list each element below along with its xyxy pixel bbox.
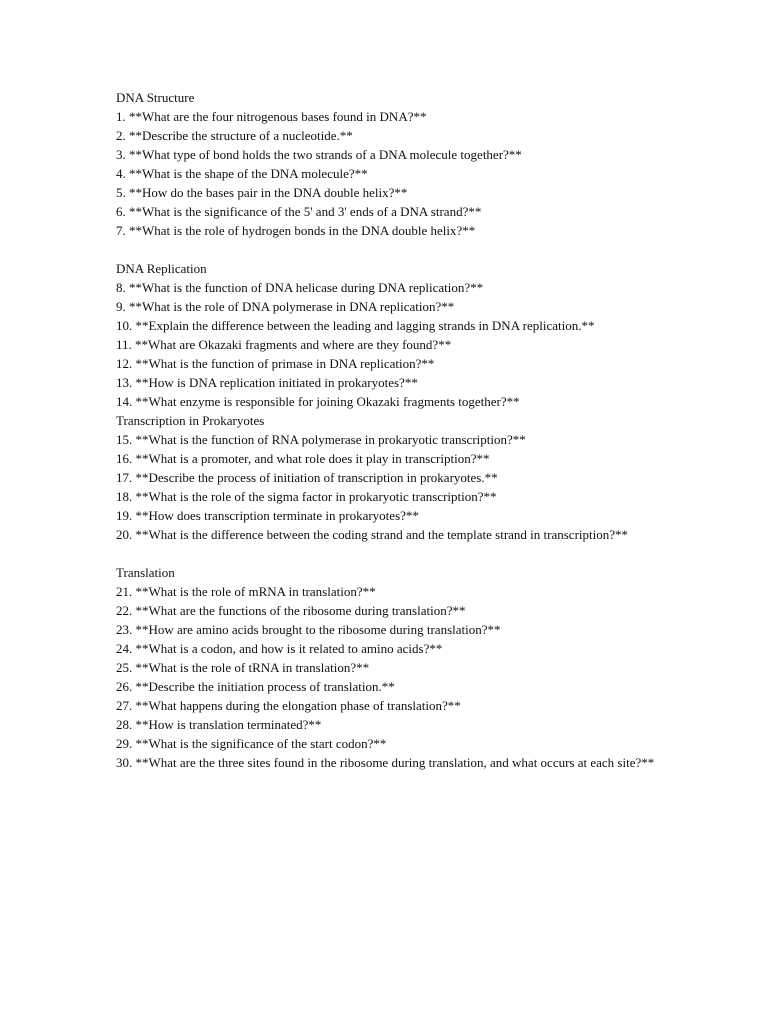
question-item: 3. **What type of bond holds the two strands of a DNA molecule together?** [116,147,522,162]
section-gap [116,544,655,563]
question-item: 29. **What is the significance of the start codon?** [116,736,387,751]
question-item: 27. **What happens during the elongation phase of translation?** [116,698,461,713]
question-item: 6. **What is the significance of the 5' and 3' ends of a DNA strand?** [116,204,482,219]
question-item: 30. **What are the three sites found in the ribosome during translation, and what occurs at each site?** [116,755,655,770]
question-item: 25. **What is the role of tRNA in translation?** [116,660,370,675]
question-item: 8. **What is the function of DNA helicase during DNA replication?** [116,280,484,295]
question-item: 4. **What is the shape of the DNA molecule?** [116,166,368,181]
question-item: 23. **How are amino acids brought to the ribosome during translation?** [116,622,501,637]
question-item: 5. **How do the bases pair in the DNA double helix?** [116,185,408,200]
question-item: 28. **How is translation terminated?** [116,717,322,732]
section-heading-dna-structure: DNA Structure [116,90,195,105]
question-item: 19. **How does transcription terminate in prokaryotes?** [116,508,419,523]
question-item: 20. **What is the difference between the coding strand and the template strand in transcription?** [116,527,629,542]
question-item: 22. **What are the functions of the ribosome during translation?** [116,603,466,618]
question-item: 12. **What is the function of primase in DNA replication?** [116,356,435,371]
section-heading-dna-replication: DNA Replication [116,261,207,276]
document-page [116,88,655,772]
question-item: 18. **What is the role of the sigma factor in prokaryotic transcription?** [116,489,497,504]
section-heading-transcription: Transcription in Prokaryotes [116,413,265,428]
question-item: 7. **What is the role of hydrogen bonds in the DNA double helix?** [116,223,476,238]
section-gap [116,240,655,259]
question-item: 21. **What is the role of mRNA in translation?** [116,584,376,599]
question-item: 17. **Describe the process of initiation of transcription in prokaryotes.** [116,470,498,485]
question-item: 24. **What is a codon, and how is it related to amino acids?** [116,641,443,656]
question-item: 14. **What enzyme is responsible for joining Okazaki fragments together?** [116,394,520,409]
question-item: 13. **How is DNA replication initiated in prokaryotes?** [116,375,418,390]
question-item: 26. **Describe the initiation process of translation.** [116,679,395,694]
question-item: 1. **What are the four nitrogenous bases found in DNA?** [116,109,427,124]
section-heading-translation: Translation [116,565,175,580]
question-item: 15. **What is the function of RNA polymerase in prokaryotic transcription?** [116,432,526,447]
question-item: 10. **Explain the difference between the leading and lagging strands in DNA replication.** [116,318,595,333]
question-item: 9. **What is the role of DNA polymerase in DNA replication?** [116,299,455,314]
question-item: 11. **What are Okazaki fragments and where are they found?** [116,337,452,352]
question-item: 2. **Describe the structure of a nucleotide.** [116,128,353,143]
question-item: 16. **What is a promoter, and what role does it play in transcription?** [116,451,490,466]
